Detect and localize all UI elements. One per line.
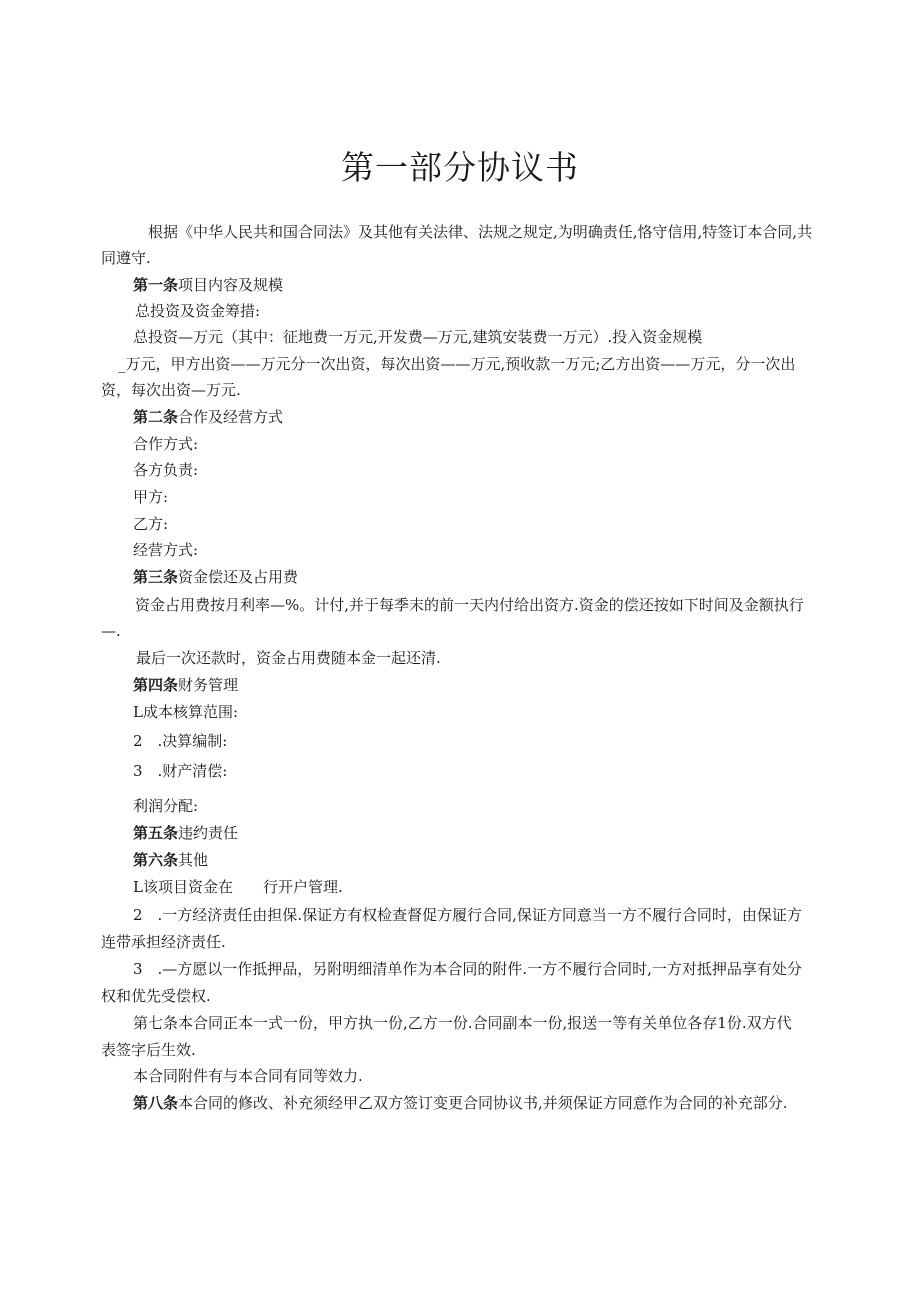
article-6-title: 其他: [178, 851, 209, 869]
article-7-para-2: 表签字后生效.: [101, 1041, 196, 1059]
article-6-number: 第六条: [133, 851, 179, 869]
article-3-number: 第三条: [133, 568, 179, 586]
article-8-heading: [133, 1093, 788, 1113]
article-8-text: 本合同的修改、补充须经甲乙双方签订变更合同协议书,并须保证方同意作为合同的补充部分.: [178, 1094, 788, 1112]
article-1-para-1: 总投资及资金筹措:: [135, 302, 261, 320]
article-3-para-3: 最后一次还款时，资金占用费随本金一起还清.: [136, 649, 441, 667]
page-title: 第一部分协议书: [341, 148, 579, 187]
article-6-item-3: 3 .—方愿以一作抵押品，另附明细清单作为本合同的附件.一方不履行合同时,一方对抵押品享有处分: [133, 960, 802, 978]
article-1-para-3: _万元，甲方出资——万元分一次出资，每次出资——万元,预收款一万元;乙方出资——万元，分一次出: [118, 355, 796, 373]
article-3-para-1: 资金占用费按月利率—%。计付,并于每季末的前一天内付给出资方.资金的偿还按如下时间及金额执行: [135, 596, 804, 614]
article-4-item-1: L成本核算范围:: [133, 703, 239, 721]
article-2-para-5: 经营方式:: [133, 541, 199, 559]
article-6-item-1: L该项目资金在 行开户管理.: [133, 878, 343, 896]
article-6-item-2: 2 .一方经济责任由担保.保证方有权检查督促方履行合同,保证方同意当一方不履行合同时，由保证方: [133, 906, 802, 924]
article-2-heading: [133, 407, 283, 427]
article-2-title: 合作及经营方式: [178, 408, 284, 426]
article-1-para-2: 总投资—万元（其中：征地费一万元,开发费—万元,建筑安装费一万元）.投入资金规模: [133, 328, 703, 346]
article-1-title: 项目内容及规模: [178, 276, 284, 294]
article-1-para-4: 资，每次出资—万元.: [101, 381, 241, 399]
intro-line-2: 同遵守.: [101, 249, 151, 267]
article-2-number: 第二条: [133, 408, 179, 426]
article-3-para-2: —.: [101, 622, 121, 640]
article-3-title: 资金偿还及占用费: [178, 568, 299, 586]
article-4-item-4: 利润分配:: [133, 797, 199, 815]
article-1-number: 第一条: [133, 276, 179, 294]
article-4-item-2: 2 .决算编制:: [133, 732, 228, 750]
article-2-para-1: 合作方式:: [133, 435, 199, 453]
article-5-heading: [133, 823, 238, 843]
article-2-para-2: 各方负责:: [133, 461, 199, 479]
article-2-para-3: 甲方:: [133, 488, 169, 506]
article-6-item-2-cont: 连带承担经济责任.: [101, 933, 226, 951]
article-2-para-4: 乙方:: [133, 515, 169, 533]
article-8-number: 第八条: [133, 1094, 179, 1112]
article-3-heading: [133, 567, 298, 587]
article-5-title: 违约责任: [178, 824, 239, 842]
article-6-heading: [133, 850, 208, 870]
article-1-heading: [133, 275, 283, 295]
article-4-number: 第四条: [133, 676, 179, 694]
article-5-number: 第五条: [133, 824, 179, 842]
article-4-item-3: 3 .财产清偿:: [133, 762, 228, 780]
intro-line-1: 根据《中华人民共和国合同法》及其他有关法律、法规之规定,为明确责任,恪守信用,特签订本合同,共: [148, 223, 813, 241]
article-7-para-1: 第七条本合同正本一式一份，甲方执一份,乙方一份.合同副本一份,报送一等有关单位各存1份.双方代: [133, 1014, 792, 1032]
article-4-title: 财务管理: [178, 676, 239, 694]
article-7-para-3: 本合同附件有与本合同有同等效力.: [133, 1067, 363, 1085]
article-6-item-3-cont: 权和优先受偿权.: [101, 987, 211, 1005]
article-4-heading: [133, 675, 238, 695]
